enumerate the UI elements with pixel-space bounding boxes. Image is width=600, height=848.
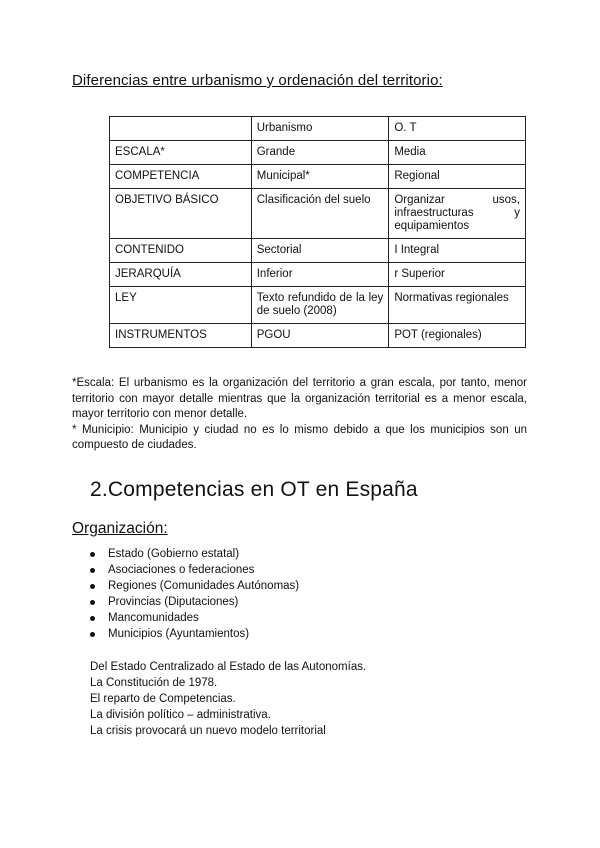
section-heading-differences: Diferencias entre urbanismo y ordenación del territorio: xyxy=(72,72,443,89)
table-cell: POT (regionales) xyxy=(389,324,526,348)
table-cell: JERARQUÍA xyxy=(110,263,252,287)
autonomies-paragraph xyxy=(90,659,490,739)
bullet-icon xyxy=(90,568,95,573)
table-cell: Inferior xyxy=(251,263,389,287)
table-cell: Municipal* xyxy=(251,165,389,189)
table-cell: ESCALA* xyxy=(110,141,252,165)
table-cell: Texto refundido de la ley de suelo (2008) xyxy=(251,287,389,324)
paragraph-line: La crisis provocará un nuevo modelo territorial xyxy=(90,725,326,737)
table-cell: Clasificación del suelo xyxy=(251,189,389,239)
section-title: 2.Competencias en OT en España xyxy=(90,478,418,501)
table-cell xyxy=(110,117,252,141)
table-cell: CONTENIDO xyxy=(110,239,252,263)
table-cell: Regional xyxy=(389,165,526,189)
comparison-table xyxy=(109,116,526,348)
table-cell: Media xyxy=(389,141,526,165)
table-cell: INSTRUMENTOS xyxy=(110,324,252,348)
table-cell: Urbanismo xyxy=(251,117,389,141)
footnotes xyxy=(72,376,527,454)
bullet-icon xyxy=(90,632,95,637)
list-item: Municipios (Ayuntamientos) xyxy=(90,626,299,642)
table-cell: LEY xyxy=(110,287,252,324)
table-cell: Grande xyxy=(251,141,389,165)
paragraph-line: La división político – administrativa. xyxy=(90,709,271,721)
bullet-icon xyxy=(90,584,95,589)
footnote-escala: *Escala: El urbanismo es la organización del territorio a gran escala, por tanto, menor territorio con mayor detalle mientras que la organización territorial es a menor escala, mayor territorio con menor detalle. xyxy=(72,377,527,420)
table-cell: COMPETENCIA xyxy=(110,165,252,189)
table-row xyxy=(110,189,526,239)
bullet-icon xyxy=(90,616,95,621)
list-item: Mancomunidades xyxy=(90,610,299,626)
footnote-municipio: * Municipio: Municipio y ciudad no es lo mismo debido a que los municipios son un compuesto de ciudades. xyxy=(72,423,527,451)
paragraph-line: Del Estado Centralizado al Estado de las Autonomías. xyxy=(90,661,367,673)
bullet-icon xyxy=(90,552,95,557)
table-cell: r Superior xyxy=(389,263,526,287)
table-cell: I Integral xyxy=(389,239,526,263)
list-item: Estado (Gobierno estatal) xyxy=(90,546,299,562)
table-cell: OBJETIVO BÁSICO xyxy=(110,189,252,239)
table-row xyxy=(110,324,526,348)
table-row xyxy=(110,239,526,263)
table-cell: Sectorial xyxy=(251,239,389,263)
paragraph-line: La Constitución de 1978. xyxy=(90,677,218,689)
table-header-row xyxy=(110,117,526,141)
table-cell: PGOU xyxy=(251,324,389,348)
list-item: Provincias (Diputaciones) xyxy=(90,594,299,610)
table-row xyxy=(110,287,526,324)
table-cell: Normativas regionales xyxy=(389,287,526,324)
organization-list xyxy=(90,546,299,642)
paragraph-line: El reparto de Competencias. xyxy=(90,693,236,705)
list-item: Asociaciones o federaciones xyxy=(90,562,299,578)
organization-heading: Organización: xyxy=(72,520,168,537)
list-item: Regiones (Comunidades Autónomas) xyxy=(90,578,299,594)
bullet-icon xyxy=(90,600,95,605)
table-row xyxy=(110,141,526,165)
table-row xyxy=(110,263,526,287)
table-row xyxy=(110,165,526,189)
table-cell: Organizar usos, infraestructuras y equipamientos xyxy=(389,189,526,239)
table-cell: O. T xyxy=(389,117,526,141)
